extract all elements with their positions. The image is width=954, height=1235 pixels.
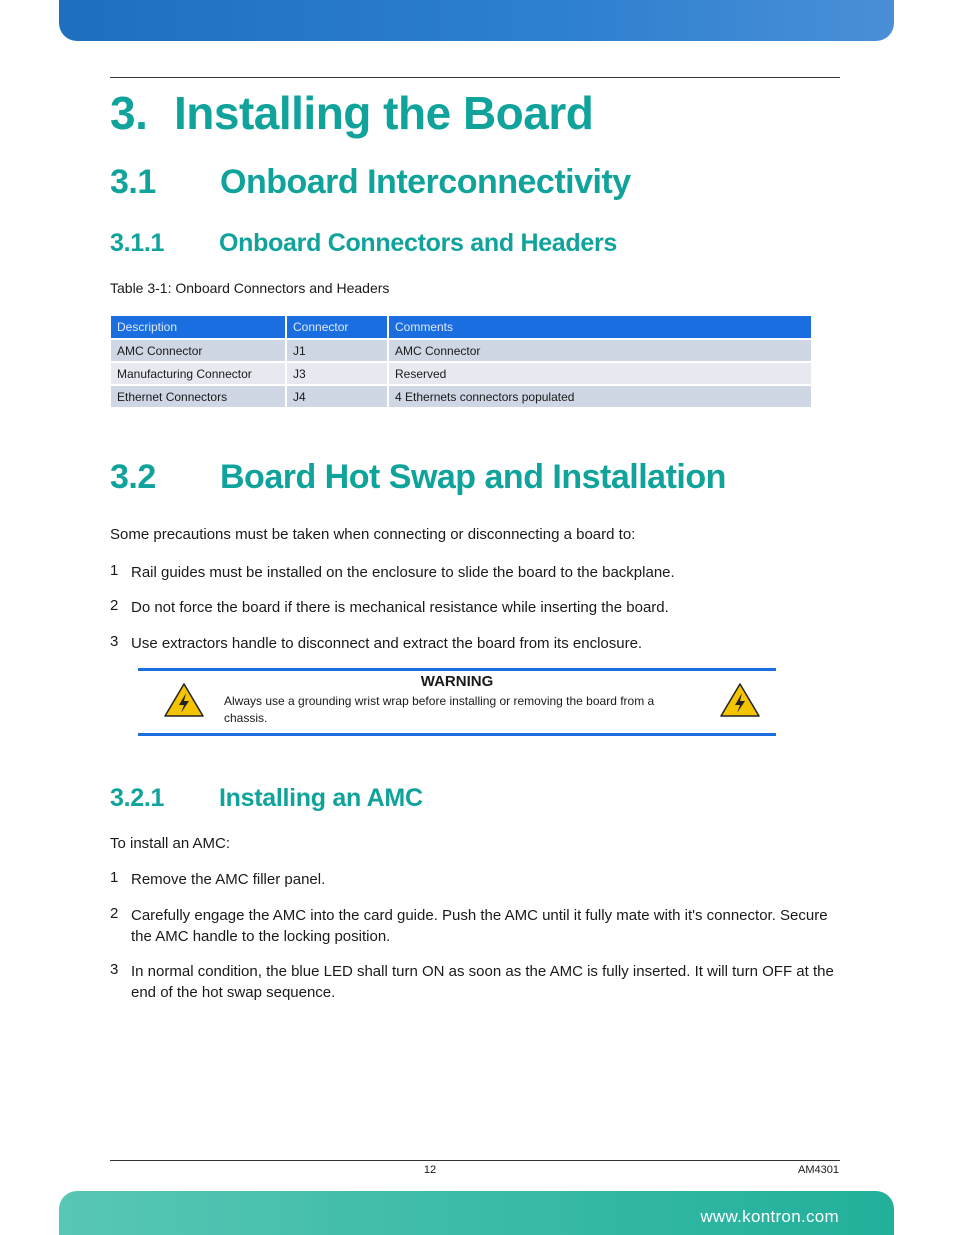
list-number: 1 bbox=[110, 869, 119, 886]
chapter-title: Installing the Board bbox=[174, 87, 594, 139]
list-text: Do not force the board if there is mechanical resistance while inserting the board. bbox=[131, 599, 669, 616]
table-cell: Manufacturing Connector bbox=[111, 363, 285, 384]
table-row bbox=[111, 386, 811, 407]
footer-banner bbox=[59, 1191, 894, 1235]
list-number: 2 bbox=[110, 905, 119, 922]
warning-title: WARNING bbox=[420, 673, 494, 690]
list-number: 1 bbox=[110, 562, 119, 579]
precautions-intro: Some precautions must be taken when connecting or disconnecting a board to: bbox=[110, 526, 636, 543]
table-cell: AMC Connector bbox=[111, 340, 285, 361]
table-cell: AMC Connector bbox=[389, 340, 811, 361]
table-row bbox=[111, 363, 811, 384]
table-cell: J4 bbox=[287, 386, 387, 407]
table-cell: 4 Ethernets connectors populated bbox=[389, 386, 811, 407]
warning-box bbox=[138, 668, 776, 736]
section-title: Onboard Interconnectivity bbox=[220, 163, 631, 201]
section-title: Board Hot Swap and Installation bbox=[220, 458, 726, 496]
table-caption: Table 3-1: Onboard Connectors and Headers bbox=[110, 280, 390, 296]
subsection-heading-3-1-1 bbox=[110, 229, 617, 258]
high-voltage-warning-icon bbox=[720, 683, 760, 717]
list-text: In normal condition, the blue LED shall turn ON as soon as the AMC is fully inserted. It will turn OFF at the end of the hot swap sequence. bbox=[131, 963, 834, 1001]
column-header-description: Description bbox=[111, 316, 285, 338]
header-rule bbox=[110, 77, 840, 78]
table-cell: Reserved bbox=[389, 363, 811, 384]
chapter-number: 3. bbox=[110, 87, 148, 139]
page-number: 12 bbox=[423, 1164, 437, 1176]
chapter-heading bbox=[110, 86, 593, 140]
header-banner bbox=[59, 0, 894, 41]
column-header-connector: Connector bbox=[287, 316, 387, 338]
column-header-comments: Comments bbox=[389, 316, 811, 338]
table-cell: J1 bbox=[287, 340, 387, 361]
section-heading-3-1 bbox=[110, 163, 631, 202]
section-heading-3-2 bbox=[110, 458, 726, 497]
subsection-number: 3.1.1 bbox=[110, 229, 165, 257]
section-number: 3.1 bbox=[110, 163, 156, 201]
footer-rule bbox=[110, 1160, 840, 1161]
table-cell: J3 bbox=[287, 363, 387, 384]
connectors-table bbox=[109, 314, 813, 409]
install-intro: To install an AMC: bbox=[110, 835, 231, 852]
list-text: Rail guides must be installed on the enclosure to slide the board to the backplane. bbox=[131, 564, 675, 581]
list-number: 3 bbox=[110, 633, 119, 650]
website-link[interactable]: www.kontron.com bbox=[700, 1207, 839, 1226]
subsection-heading-3-2-1 bbox=[110, 784, 423, 813]
subsection-title: Installing an AMC bbox=[219, 784, 423, 812]
list-text: Use extractors handle to disconnect and extract the board from its enclosure. bbox=[131, 635, 643, 652]
table-row bbox=[111, 340, 811, 361]
warning-text: Always use a grounding wrist wrap before installing or removing the board from a chassis. bbox=[224, 694, 655, 725]
section-number: 3.2 bbox=[110, 458, 156, 496]
subsection-number: 3.2.1 bbox=[110, 784, 165, 812]
table-header-row bbox=[111, 316, 811, 338]
subsection-title: Onboard Connectors and Headers bbox=[219, 229, 618, 257]
list-number: 3 bbox=[110, 961, 119, 978]
document-id: AM4301 bbox=[798, 1164, 839, 1176]
list-number: 2 bbox=[110, 597, 119, 614]
table-cell: Ethernet Connectors bbox=[111, 386, 285, 407]
list-text: Carefully engage the AMC into the card guide. Push the AMC until it fully mate with it's connector. Secure the AMC handle to the locking position. bbox=[131, 907, 828, 945]
list-text: Remove the AMC filler panel. bbox=[131, 871, 326, 888]
